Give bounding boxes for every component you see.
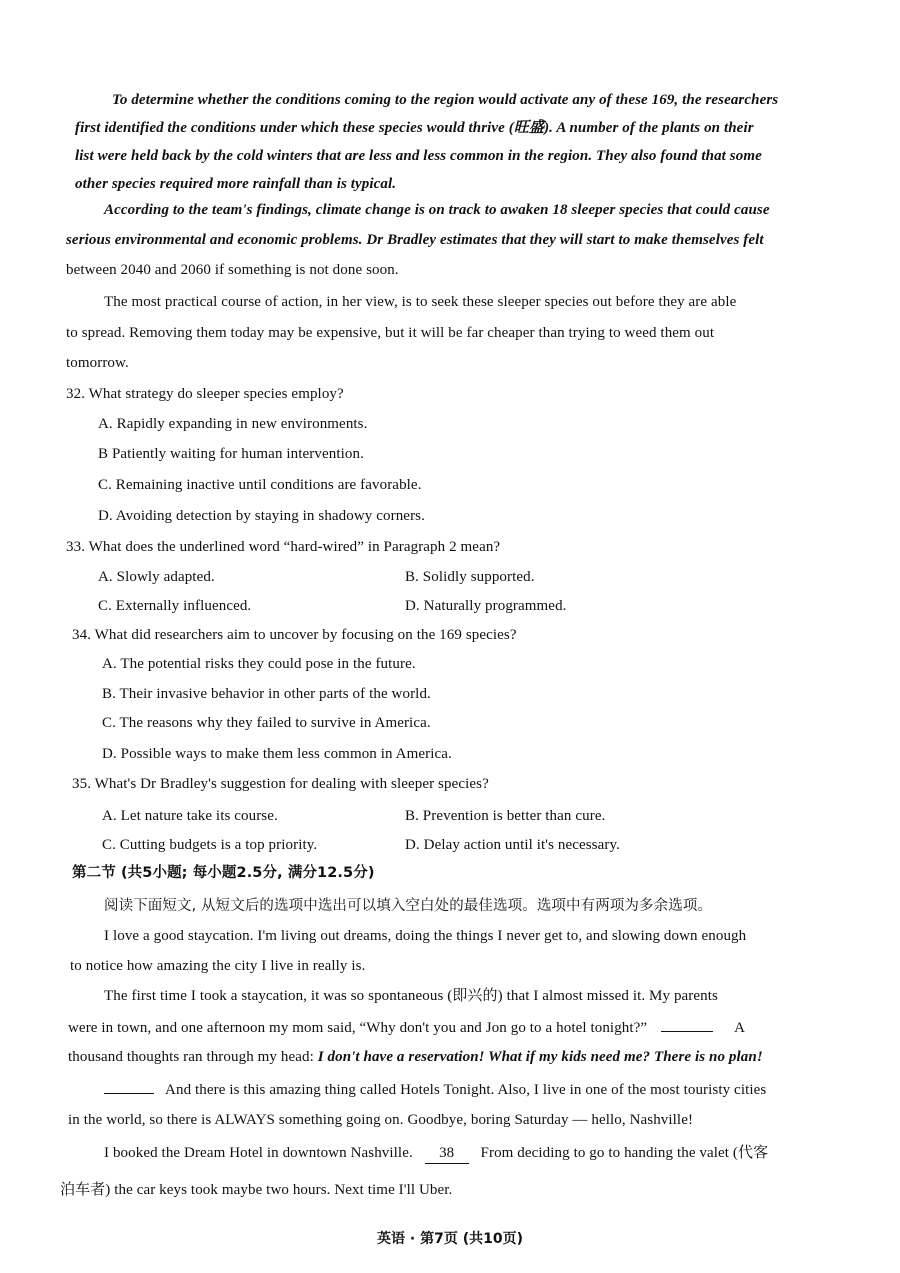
q35-option-c: C. Cutting budgets is a top priority. (102, 837, 318, 853)
passage2-p1-line1: I love a good staycation. I'm living out dreams, doing the things I never get to, and slowing down enough (104, 928, 747, 944)
passage2-p3-line1-text: I booked the Dream Hotel in downtown Nashville. (104, 1145, 413, 1161)
q33-option-b: B. Solidly supported. (405, 569, 535, 585)
passage2-p2-line4-text: And there is this amazing thing called Hotels Tonight. Also, I live in one of the most touristy cities (165, 1082, 767, 1098)
passage1-p1-line3: list were held back by the cold winters that are less and less common in the region. They also found that some (75, 148, 762, 164)
q33-option-a: A. Slowly adapted. (98, 569, 215, 585)
passage1-p2-line1: According to the team's findings, climate change is on track to awaken 18 sleeper species that could cause (104, 202, 770, 218)
q34-option-c: C. The reasons why they failed to survive in America. (102, 715, 431, 731)
passage1-p1-line1: To determine whether the conditions coming to the region would activate any of these 169, the researchers (112, 92, 779, 108)
q34-option-a: A. The potential risks they could pose in the future. (102, 656, 416, 672)
page-footer: 英语 · 第7页 (共10页) (377, 1231, 523, 1247)
answer-blank-36 (661, 1017, 713, 1032)
passage2-p1-line2: to notice how amazing the city I live in really is. (70, 958, 366, 974)
passage1-p2-line3: between 2040 and 2060 if something is not done soon. (66, 262, 399, 278)
section2-instruction: 阅读下面短文, 从短文后的选项中选出可以填入空白处的最佳选项。选项中有两项为多余选项。 (104, 898, 713, 914)
passage2-p3-line1 (104, 1143, 768, 1164)
q33-stem: 33. What does the underlined word “hard-wired” in Paragraph 2 mean? (66, 539, 501, 555)
answer-blank-38: 38 (425, 1143, 469, 1164)
q35-option-b: B. Prevention is better than cure. (405, 808, 606, 824)
passage2-p2-line4 (104, 1079, 766, 1100)
q35-option-d: D. Delay action until it's necessary. (405, 837, 620, 853)
passage2-p2-line3-text: thousand thoughts ran through my head: (68, 1049, 318, 1065)
passage2-p3-line2: 泊车者) the car keys took maybe two hours. Next time I'll Uber. (60, 1182, 453, 1198)
q35-stem: 35. What's Dr Bradley's suggestion for dealing with sleeper species? (72, 776, 489, 792)
q32-option-a: A. Rapidly expanding in new environments. (98, 416, 368, 432)
q33-option-d: D. Naturally programmed. (405, 598, 567, 614)
passage2-p2-line2-text: were in town, and one afternoon my mom said, “Why don't you and Jon go to a hotel tonight?” (68, 1020, 648, 1036)
passage1-p3-line3: tomorrow. (66, 355, 129, 371)
q35-option-a: A. Let nature take its course. (102, 808, 278, 824)
passage1-p1-line4: other species required more rainfall than is typical. (75, 176, 397, 192)
q32-option-c: C. Remaining inactive until conditions are favorable. (98, 477, 422, 493)
passage2-p2-line3-italic: I don't have a reservation! What if my kids need me? There is no plan! (317, 1049, 763, 1065)
section2-heading: 第二节 (共5小题; 每小题2.5分, 满分12.5分) (72, 865, 375, 881)
answer-blank-37 (104, 1079, 154, 1094)
q34-option-d: D. Possible ways to make them less common in America. (102, 746, 452, 762)
passage2-p2-line2-end: A (734, 1020, 746, 1036)
q32-option-b: B Patiently waiting for human intervention. (98, 446, 364, 462)
q34-option-b: B. Their invasive behavior in other parts of the world. (102, 686, 431, 702)
q34-stem: 34. What did researchers aim to uncover by focusing on the 169 species? (72, 627, 517, 643)
passage1-p3-line1: The most practical course of action, in her view, is to seek these sleeper species out before they are able (104, 294, 737, 310)
passage2-p2-line5: in the world, so there is ALWAYS something going on. Goodbye, boring Saturday — hello, Nashville! (68, 1112, 694, 1128)
passage2-p2-line1: The first time I took a staycation, it was so spontaneous (即兴的) that I almost missed it. My parents (104, 988, 718, 1004)
passage2-p2-line3 (68, 1047, 763, 1067)
passage1-p1-line2: first identified the conditions under which these species would thrive (旺盛). A number of the plants on their (75, 120, 754, 136)
passage1-p3-line2: to spread. Removing them today may be expensive, but it will be far cheaper than trying to weed them out (66, 325, 715, 341)
passage2-p3-line1-end: From deciding to go to handing the valet (代客 (480, 1145, 769, 1161)
q32-option-d: D. Avoiding detection by staying in shadowy corners. (98, 508, 425, 524)
passage2-p2-line2 (68, 1017, 745, 1038)
q32-stem: 32. What strategy do sleeper species employ? (66, 386, 344, 402)
passage1-p2-line2: serious environmental and economic problems. Dr Bradley estimates that they will start to make themselves felt (66, 232, 764, 248)
q33-option-c: C. Externally influenced. (98, 598, 252, 614)
